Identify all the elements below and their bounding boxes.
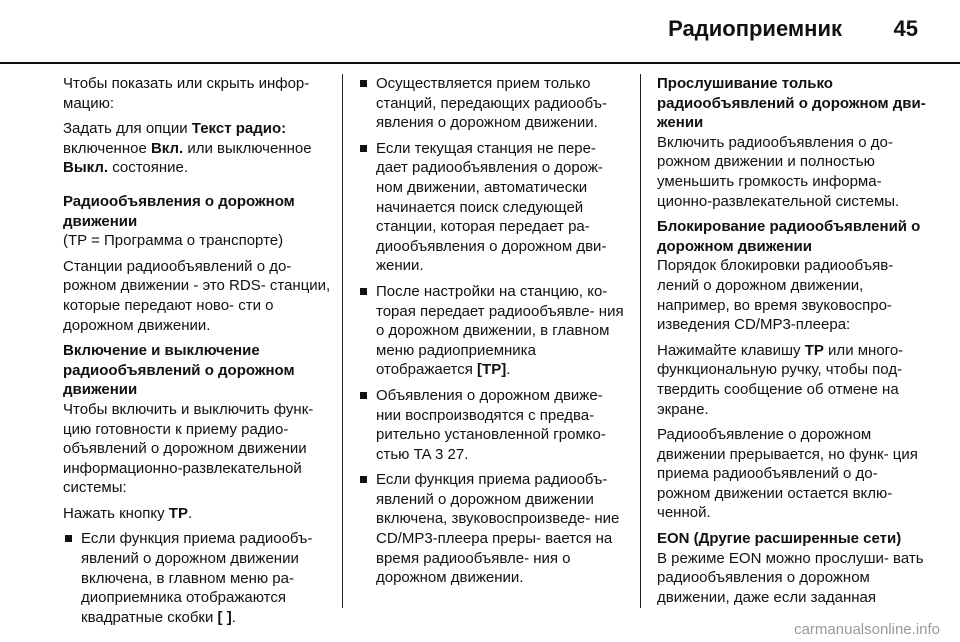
page-header (0, 0, 960, 62)
page-title: Радиоприемник (668, 16, 842, 41)
paragraph: Станции радиообъявлений о до‐ рожном движении - это RDS- станции, которые передают ново‐ сти о дорожном движении. (63, 257, 331, 334)
list-item: Объявления о дорожном движе‐ нии воспроизводятся с предва‐ рительно установленной громко‐ стью TA 3 27. (358, 386, 628, 464)
bullet-list (63, 529, 333, 627)
paragraph: Включить радиообъявления о до‐ рожном движении и полностью уменьшить громкость информа‐ ционно-развлекательной системы. (657, 133, 900, 210)
column-divider (342, 74, 343, 608)
column-divider (640, 74, 641, 608)
watermark: carmanualsonline.info (794, 621, 940, 638)
page-number: 45 (893, 16, 918, 41)
section-heading: Включение и выключение радиообъявлений о дорожном движении (63, 342, 295, 399)
column-left (63, 74, 333, 633)
paragraph: Задать для опции Текст радио: включенное Вкл. или выключенное Выкл. состояние. (63, 120, 312, 177)
paragraph: В режиме EON можно прослуши‐ вать радиообъявления о дорожном движении, даже если заданная (657, 549, 924, 606)
header-rule (0, 62, 960, 64)
section-heading: Радиообъявления о дорожном движении (63, 192, 295, 230)
list-item: Если функция приема радиообъ‐ явлений о дорожном движении включена, в главном меню ра‐ диоприемника отображаются квадратные скобки [ ]. (63, 529, 333, 627)
list-item: Осуществляется прием только станций, передающих радиообъ‐ явления о дорожном движении. (358, 74, 628, 133)
paragraph: Чтобы показать или скрыть инфор‐ мацию: (63, 75, 310, 112)
column-right (657, 74, 927, 613)
page-reference-arrow-icon: 3 (435, 445, 444, 463)
paragraph: Порядок блокировки радиообъяв‐ лений о дорожном движении, например, во время звуковоспро‐ изведения CD/MP3-плеера: (657, 257, 894, 334)
bullet-list (358, 74, 628, 588)
paragraph: Радиообъявление о дорожном движении прерывается, но функ‐ ция приема радиообъявлений о до‐ рожном движении остается вклю‐ ченной. (657, 426, 918, 522)
section-heading: Прослушивание только радиообъявлений о дорожном дви‐ жении (657, 75, 926, 132)
paragraph: Нажать кнопку TP. (63, 504, 193, 522)
list-item: Если текущая станция не пере‐ дает радиообъявления о дорож‐ ном движении, автоматически начинается поиск следующей станции, которая передает ра‐ диообъявления о дорожном дви‐ жении. (358, 139, 628, 276)
list-item: Если функция приема радиообъ‐ явлений о дорожном движении включена, звуковоспроизведе‐ ние CD/MP3-плеера преры‐ вается на время радиообъявле‐ ния о дорожном движении. (358, 470, 628, 588)
paragraph: (TP = Программа о транспорте) (63, 232, 284, 250)
list-item: После настройки на станцию, ко‐ торая передает радиообъявле‐ ния о дорожном движении, в главном меню радиоприемника отображается [TP]. (358, 282, 628, 380)
paragraph: Чтобы включить и выключить функ‐ цию готовности к приему радио‐ объявлений о дорожном движении информационно-развлекательной системы: (63, 400, 314, 497)
section-heading: Блокирование радиообъявлений о дорожном движении (657, 218, 921, 255)
paragraph: Нажимайте клавишу TP или много‐ функциональную ручку, чтобы под‐ твердить сообщение об отмене на экране. (657, 341, 904, 418)
column-middle (358, 74, 628, 594)
section-heading: EON (Другие расширенные сети) (657, 530, 902, 548)
